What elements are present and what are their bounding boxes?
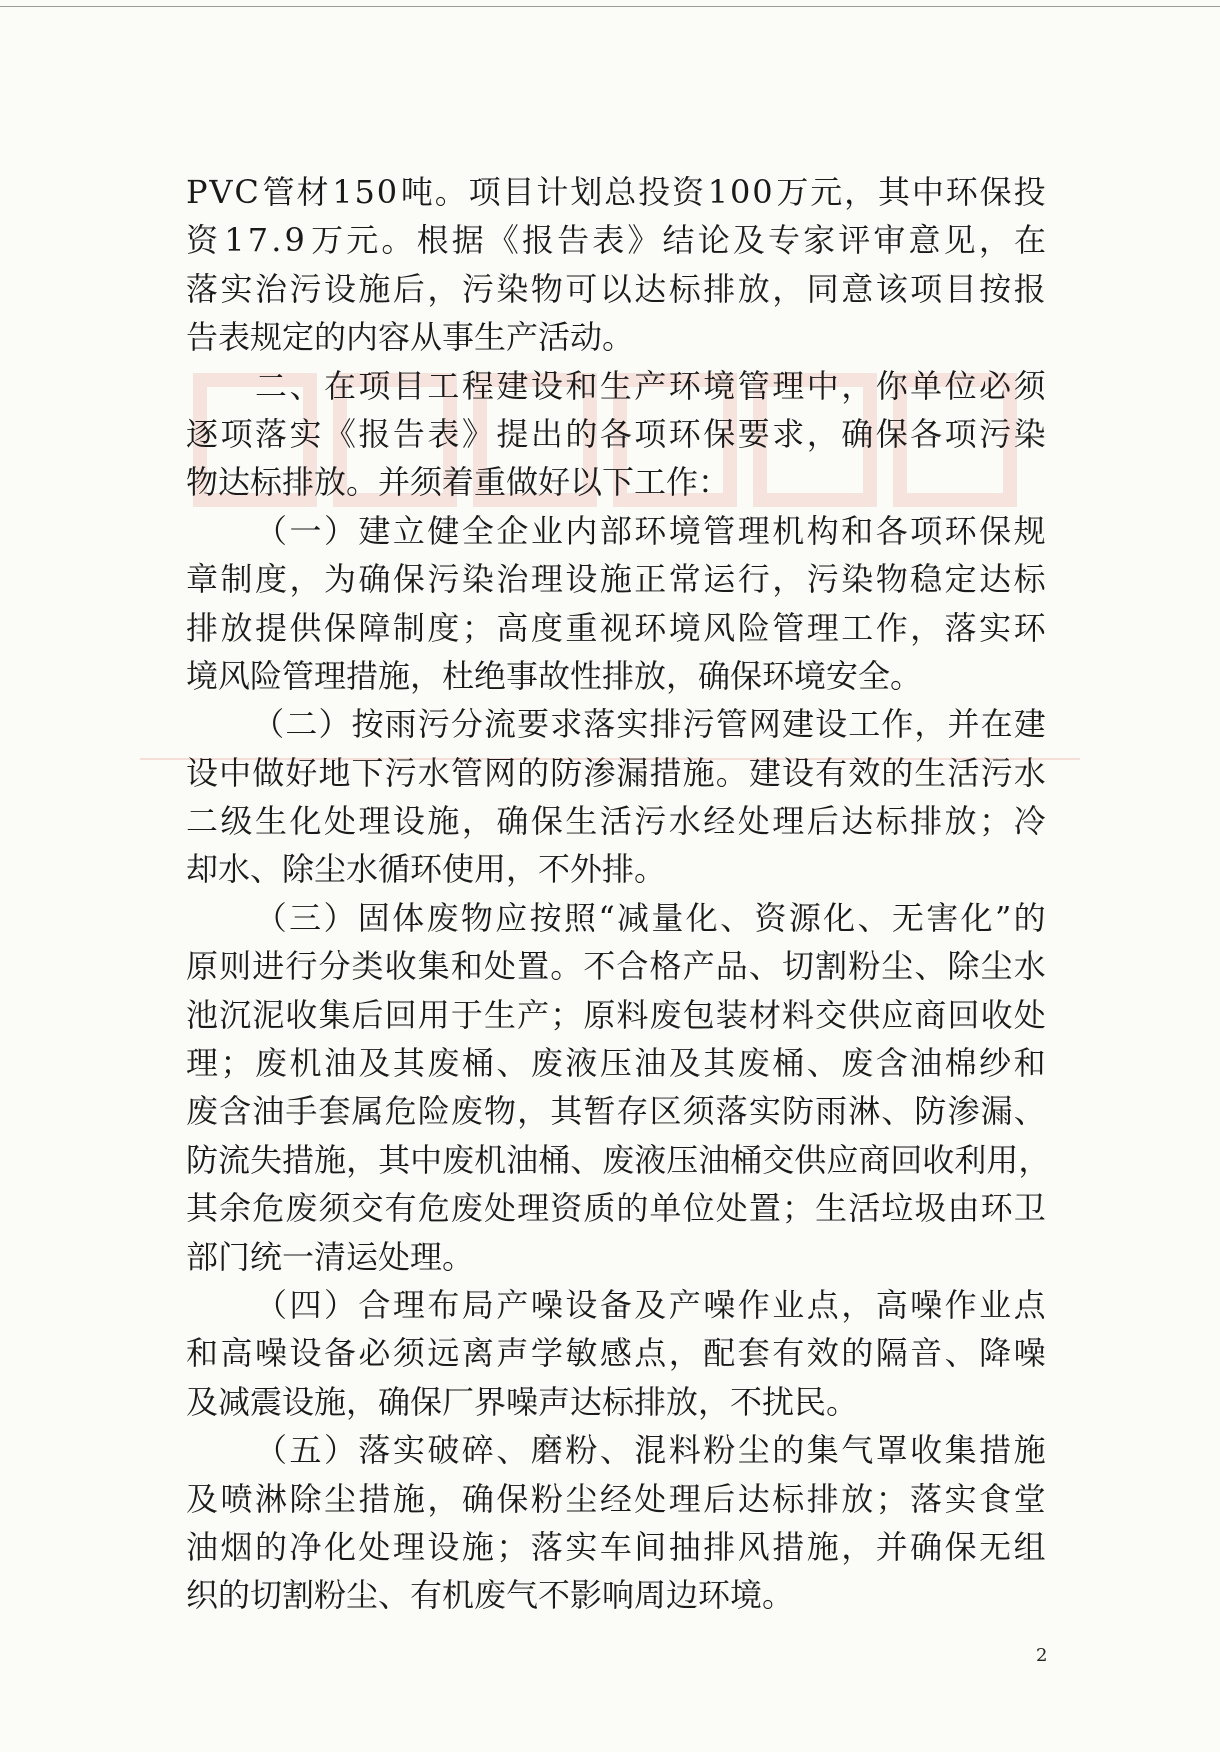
- text-line: （ 一 ） 建 立 健 全 企 业 内 部 环 境 管 理 机 构 和 各 项 环 保 规: [254, 511, 1046, 550]
- text-line-content: 部门统一清运处理。: [186, 1237, 475, 1276]
- text-line: 废 含 油 手 套 属 危 险 废 物 ， 其 暂 存 区 须 落 实 防 雨 淋 、 防 渗 漏 、: [186, 1092, 1046, 1131]
- text-line: 二 级 生 化 处 理 设 施 ， 确 保 生 活 污 水 经 处 理 后 达 标 排 放 ； 冷: [186, 802, 1046, 841]
- text-line-content: 却水、除尘水循环使用，不外排。: [186, 850, 667, 889]
- text-line: 排 放 提 供 保 障 制 度 ； 高 度 重 视 环 境 风 险 管 理 工 作 ， 落 实 环: [186, 608, 1046, 647]
- text-line-content: 物达标排放。并须着重做好以下工作：: [186, 463, 731, 502]
- text-line: 油 烟 的 净 化 处 理 设 施 ； 落 实 车 间 抽 排 风 措 施 ， 并 确 保 无 组: [186, 1527, 1046, 1566]
- page-number: 2: [1036, 1645, 1048, 1666]
- text-line: （ 三 ） 固 体 废 物 应 按 照 “ 减 量 化 、 资 源 化 、 无 害 化 ” 的: [254, 898, 1046, 937]
- text-line-content: 境风险管理措施，杜绝事故性排放，确保环境安全。: [186, 656, 923, 695]
- text-line: [186, 313, 1046, 361]
- text-line: [186, 458, 1046, 506]
- text-line: [186, 845, 1046, 893]
- text-line: [186, 652, 1046, 700]
- top-border-line: [0, 6, 1220, 7]
- text-line: 理 ； 废 机 油 及 其 废 桶 、 废 液 压 油 及 其 废 桶 、 废 含 油 棉 纱 和: [186, 1044, 1046, 1083]
- text-line: 池 沉 泥 收 集 后 回 用 于 生 产 ； 原 料 废 包 装 材 料 交 供 应 商 回 收 处: [186, 995, 1046, 1034]
- text-line: 其 余 危 废 须 交 有 危 废 处 理 资 质 的 单 位 处 置 ； 生 活 垃 圾 由 环 卫: [186, 1189, 1046, 1228]
- text-line-content: 织的切割粉尘、有机废气不影响周边环境。: [186, 1576, 795, 1615]
- text-line: （ 四 ） 合 理 布 局 产 噪 设 备 及 产 噪 作 业 点 ， 高 噪 作 业 点: [254, 1285, 1046, 1324]
- text-line: 及 喷 淋 除 尘 措 施 ， 确 保 粉 尘 经 处 理 后 达 标 排 放 ； 落 实 食 堂: [186, 1479, 1046, 1518]
- text-line-content: 告表规定的内容从事生产活动。: [186, 318, 635, 357]
- text-line: 二 、 在 项 目 工 程 建 设 和 生 产 环 境 管 理 中 ， 你 单 位 必 须: [254, 366, 1046, 405]
- text-line: 原 则 进 行 分 类 收 集 和 处 置 。 不 合 格 产 品 、 切 割 粉 尘 、 除 尘 水: [186, 947, 1046, 986]
- text-line: [186, 1378, 1046, 1426]
- text-line: 逐 项 落 实 《 报 告 表 》 提 出 的 各 项 环 保 要 求 ， 确 保 各 项 污 染: [186, 414, 1046, 453]
- text-line-content: 及减震设施，确保厂界噪声达标排放，不扰民。: [186, 1382, 859, 1421]
- text-line: 和 高 噪 设 备 必 须 远 离 声 学 敏 感 点 ， 配 套 有 效 的 隔 音 、 降 噪: [186, 1334, 1046, 1373]
- text-line: [186, 1233, 1046, 1281]
- text-line: （ 五 ） 落 实 破 碎 、 磨 粉 、 混 料 粉 尘 的 集 气 罩 收 集 措 施: [254, 1431, 1046, 1470]
- text-line: 资 1 7 . 9 万 元 。 根 据 《 报 告 表 》 结 论 及 专 家 评 审 意 见 ， 在: [186, 221, 1046, 260]
- text-line: P V C 管 材 1 5 0 吨 。 项 目 计 划 总 投 资 1 0 0 万 元 ， 其 中 环 保 投: [186, 173, 1046, 211]
- text-line: （ 二 ） 按 雨 污 分 流 要 求 落 实 排 污 管 网 建 设 工 作 ， 并 在 建: [252, 705, 1046, 744]
- text-line: 落 实 治 污 设 施 后 ， 污 染 物 可 以 达 标 排 放 ， 同 意 该 项 目 按 报: [186, 269, 1046, 308]
- text-line: 防 流 失 措 施 ， 其 中 废 机 油 桶 、 废 液 压 油 桶 交 供 应 商 回 收 利 用 ，: [186, 1140, 1051, 1179]
- text-line: 章 制 度 ， 为 确 保 污 染 治 理 设 施 正 常 运 行 ， 污 染 物 稳 定 达 标: [186, 560, 1046, 599]
- body-text: [186, 168, 1051, 1620]
- text-line: [186, 1571, 1046, 1619]
- text-line: 设 中 做 好 地 下 污 水 管 网 的 防 渗 漏 措 施 。 建 设 有 效 的 生 活 污 水: [186, 753, 1046, 792]
